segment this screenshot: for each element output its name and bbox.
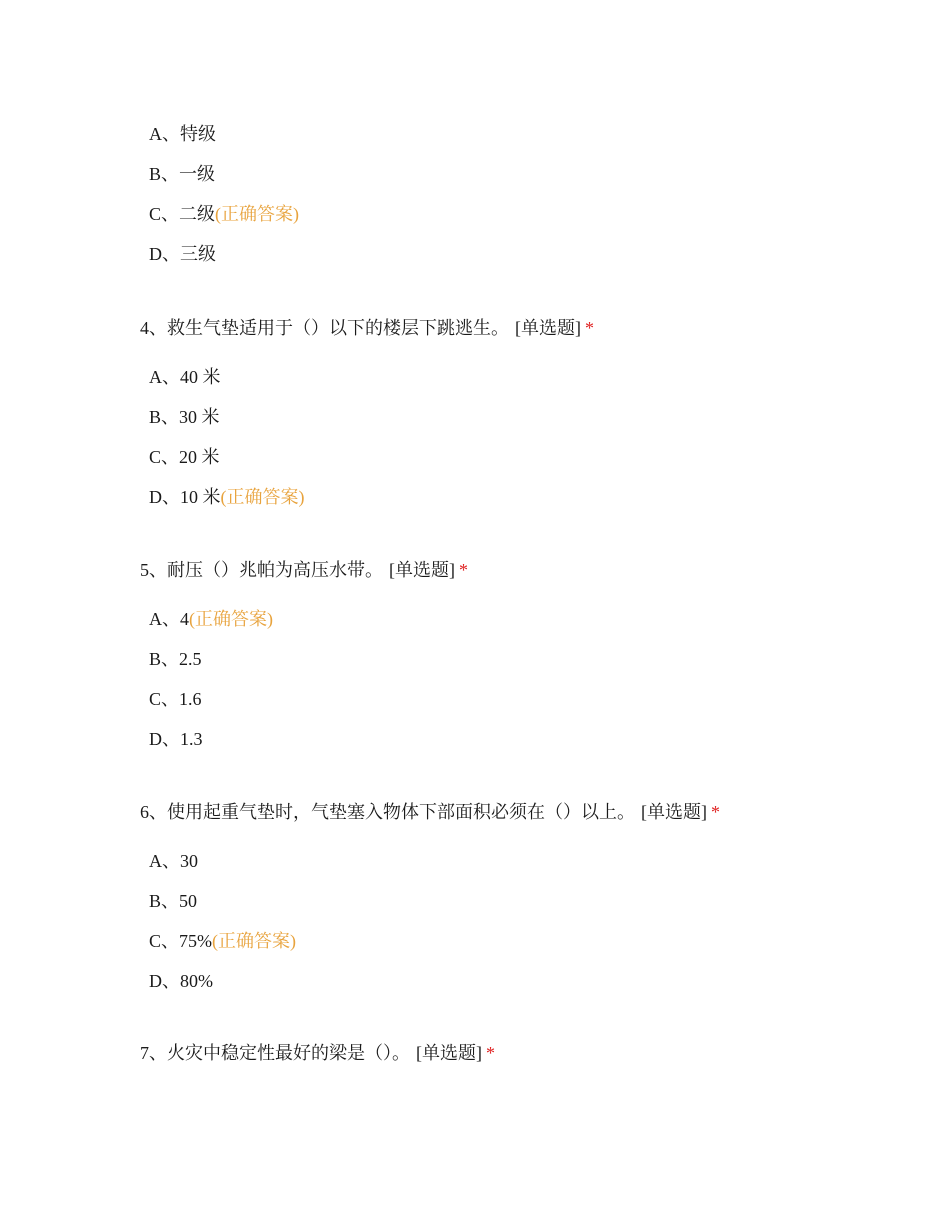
option-label: A、特级 xyxy=(149,124,216,144)
correct-answer-mark: (正确答案) xyxy=(215,204,300,224)
question-title xyxy=(140,554,900,587)
option-label: A、30 xyxy=(149,851,198,871)
required-mark: * xyxy=(459,560,468,580)
option-b xyxy=(140,156,900,196)
question-3-options xyxy=(140,116,900,276)
option-label: C、20 米 xyxy=(149,447,220,467)
question-title xyxy=(140,1037,900,1070)
option-a xyxy=(140,601,900,641)
option-label: C、二级 xyxy=(149,204,216,224)
question-type: [单选题] xyxy=(389,560,455,580)
option-a xyxy=(140,359,900,399)
option-d xyxy=(140,721,900,761)
correct-answer-mark: (正确答案) xyxy=(189,609,273,629)
option-label: B、50 xyxy=(149,891,198,911)
option-label: D、三级 xyxy=(149,244,216,264)
option-b xyxy=(140,883,900,923)
option-label: B、2.5 xyxy=(149,649,202,669)
option-label: D、10 米 xyxy=(149,487,221,507)
option-label: D、1.3 xyxy=(149,729,203,749)
option-d xyxy=(140,479,900,519)
required-mark: * xyxy=(585,318,594,338)
option-d xyxy=(140,963,900,1003)
required-mark: * xyxy=(486,1043,495,1063)
question-type: [单选题] xyxy=(515,318,581,338)
option-c xyxy=(140,681,900,721)
question-type: [单选题] xyxy=(416,1043,482,1063)
option-label: C、1.6 xyxy=(149,689,202,709)
option-label: C、75% xyxy=(149,931,212,951)
question-text: 5、耐压（）兆帕为高压水带。 xyxy=(140,560,383,580)
question-title xyxy=(140,312,900,345)
option-a xyxy=(140,116,900,156)
option-d xyxy=(140,236,900,276)
correct-answer-mark: (正确答案) xyxy=(212,931,296,951)
option-label: B、一级 xyxy=(149,164,216,184)
option-c xyxy=(140,439,900,479)
option-label: B、30 米 xyxy=(149,407,220,427)
question-text: 4、救生气垫适用于（）以下的楼层下跳逃生。 xyxy=(140,318,509,338)
question-title xyxy=(140,796,900,829)
option-label: A、40 米 xyxy=(149,367,221,387)
required-mark: * xyxy=(711,802,720,822)
question-text: 7、火灾中稳定性最好的梁是（）。 xyxy=(140,1043,410,1063)
option-a xyxy=(140,843,900,883)
option-c xyxy=(140,923,900,963)
question-6 xyxy=(140,796,900,1003)
question-4 xyxy=(140,312,900,519)
question-5 xyxy=(140,554,900,761)
option-label: A、4 xyxy=(149,609,189,629)
correct-answer-mark: (正确答案) xyxy=(220,487,305,507)
question-type: [单选题] xyxy=(641,802,707,822)
option-c xyxy=(140,196,900,236)
question-text: 6、使用起重气垫时，气垫塞入物体下部面积必须在（）以上。 xyxy=(140,802,635,822)
question-7 xyxy=(140,1037,900,1084)
option-b xyxy=(140,399,900,439)
option-b xyxy=(140,641,900,681)
option-label: D、80% xyxy=(149,971,213,991)
